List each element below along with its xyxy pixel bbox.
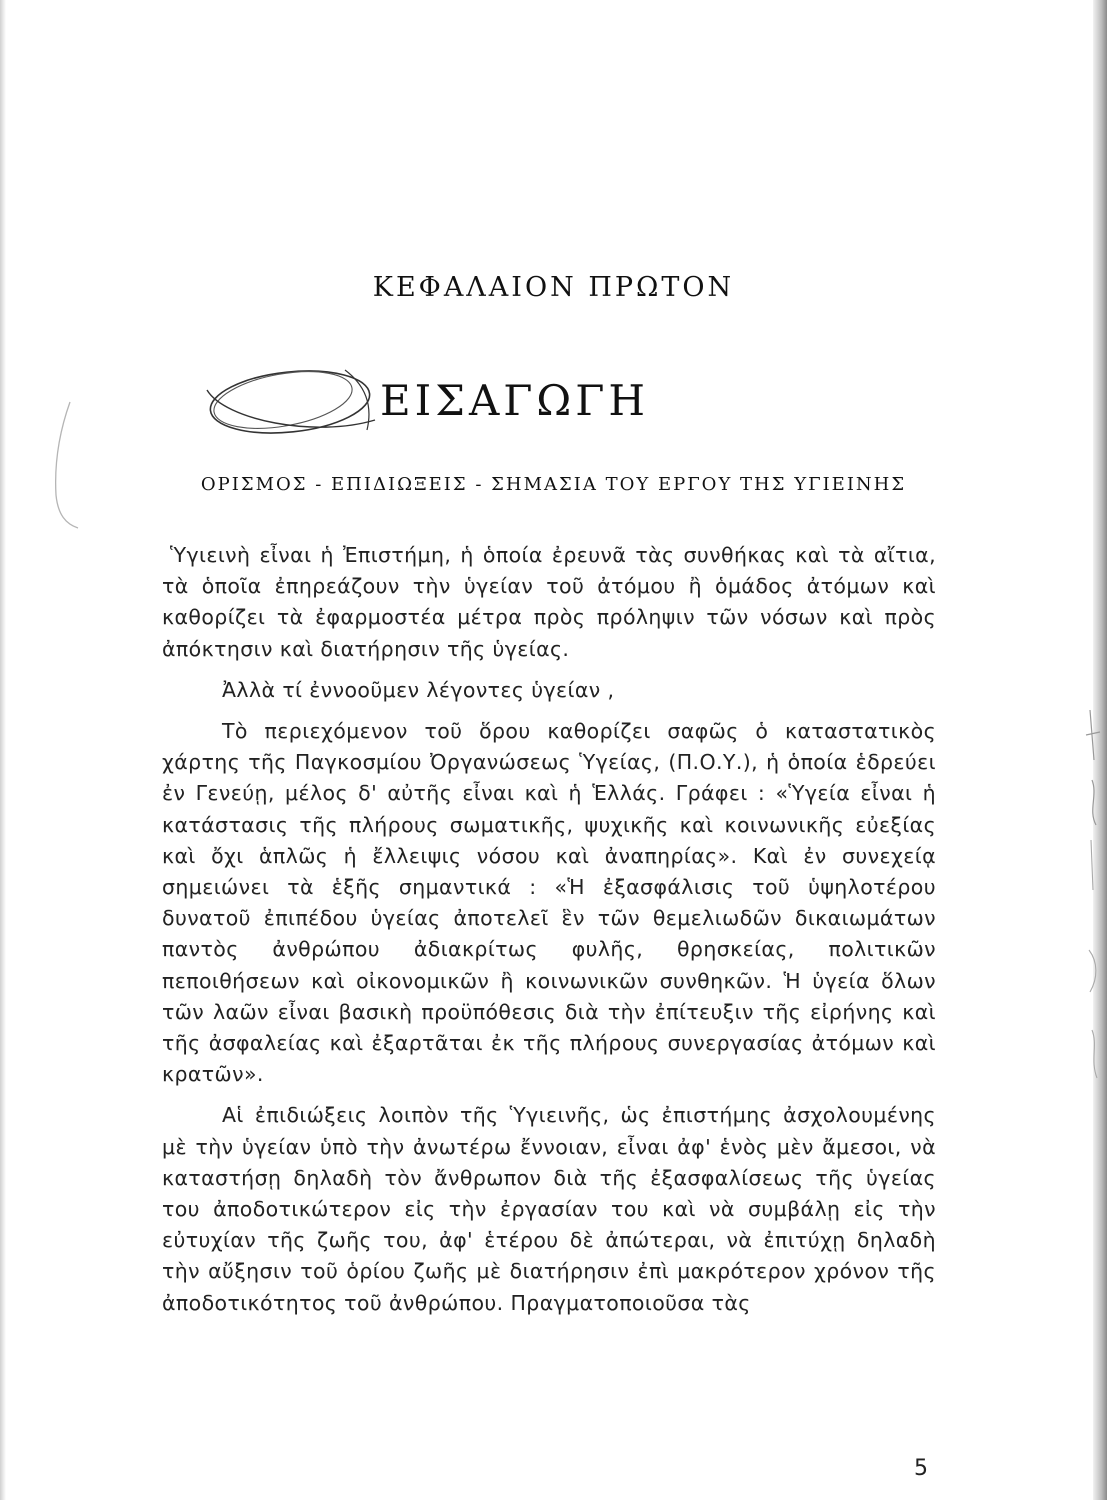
margin-pencil-mark-left bbox=[40, 400, 80, 530]
left-page-edge bbox=[0, 0, 6, 1500]
body-text bbox=[162, 540, 936, 1329]
paragraph: Ὑγιεινὴ εἶναι ἡ Ἐπιστήμη, ἡ ὁποία ἐρευνᾶ τὰς συνθήκας καὶ τὰ αἴτια, τὰ ὁποῖα ἐπηρεάζουν τὴν ὑγείαν τοῦ ἀτόμου ἢ ὁμάδος ἀτόμων καὶ καθορίζει τὰ ἐφαρμοστέα μέτρα πρὸς πρόληψιν τῶν νόσων καὶ πρὸς ἀπόκτησιν καὶ διατήρησιν τῆς ὑγείας. bbox=[162, 543, 936, 661]
decorative-initial-flourish bbox=[195, 350, 405, 460]
paragraph: Ἀλλὰ τί ἐννοοῦμεν λέγοντες ὑγείαν , bbox=[222, 677, 615, 702]
page-number: 5 bbox=[914, 1456, 928, 1481]
section-subtitle: ΟΡΙΣΜΟΣ - ΕΠΙΔΙΩΞΕΙΣ - ΣΗΜΑΣΙΑ ΤΟΥ ΕΡΓΟΥ ΤΗΣ ΥΓΙΕΙΝΗΣ bbox=[200, 474, 907, 495]
section-title: ΕΙΣΑΓΩΓΗ bbox=[380, 376, 650, 425]
paragraph: Αἱ ἐπιδιώξεις λοιπὸν τῆς Ὑγιεινῆς, ὡς ἐπιστήμης ἀσχολουμένης μὲ τὴν ὑγείαν ὑπὸ τὴν ἀνωτέρω ἔννοιαν, εἶναι ἀφ' ἑνὸς μὲν ἄμεσοι, νὰ καταστήσῃ δηλαδὴ τὸν ἄνθρωπον διὰ τῆς ἐξασφαλίσεως τῆς ὑγείας του ἀποδοτικώτερον εἰς τὴν ἐργασίαν του καὶ νὰ συμβάλῃ εἰς τὴν εὐτυχίαν τῆς ζωῆς του, ἀφ' ἑτέρου δὲ ἀπώτεραι, νὰ ἐπιτύχῃ δηλαδὴ τὴν αὔξησιν τοῦ ὁρίου ζωῆς μὲ διατήρησιν ἐπὶ μακρότερον χρόνον τῆς ἀποδοτικότητος τοῦ ἀνθρώπου. Πραγματοποιοῦσα τὰς bbox=[162, 1103, 936, 1315]
paragraph: Τὸ περιεχόμενον τοῦ ὅρου καθορίζει σαφῶς ὁ καταστατικὸς χάρτης τῆς Παγκοσμίου Ὀργανώσεως Ὑγείας, (Π.Ο.Υ.), ἡ ὁποία ἑδρεύει ἐν Γενεύῃ, μέλος δ' αὐτῆς εἶναι καὶ ἡ Ἑλλάς. Γράφει : «Ὑγεία εἶναι ἡ κατάστασις τῆς πλήρους σωματικῆς, ψυχικῆς καὶ κοινωνικῆς εὐεξίας καὶ ὄχι ἁπλῶς ἡ ἔλλειψις νόσου καὶ ἀναπηρίας». Καὶ ἐν συνεχείᾳ σημειώνει τὰ ἑξῆς σημαντικά : «Ἡ ἐξασφάλισις τοῦ ὑψηλοτέρου δυνατοῦ ἐπιπέδου ὑγείας ἀποτελεῖ ἓν τῶν θεμελιωδῶν δικαιωμάτων παντὸς ἀνθρώπου ἀδιακρίτως φυλῆς, θρησκείας, πολιτικῶν πεποιθήσεων καὶ οἰκονομικῶν ἢ κοινωνικῶν συνθηκῶν. Ἡ ὑγεία ὅλων τῶν λαῶν εἶναι βασικὴ προϋπόθεσις διὰ τὴν ἐπίτευξιν τῆς εἰρήνης καὶ τῆς ἀσφαλείας καὶ ἐξαρτᾶται ἐκ τῆς πλήρους συνεργασίας ἀτόμων καὶ κρατῶν». bbox=[162, 719, 936, 1087]
margin-pencil-marks-right bbox=[1082, 700, 1106, 1120]
chapter-heading: ΚΕΦΑΛΑΙΟΝ ΠΡΩΤΟΝ bbox=[372, 272, 735, 303]
